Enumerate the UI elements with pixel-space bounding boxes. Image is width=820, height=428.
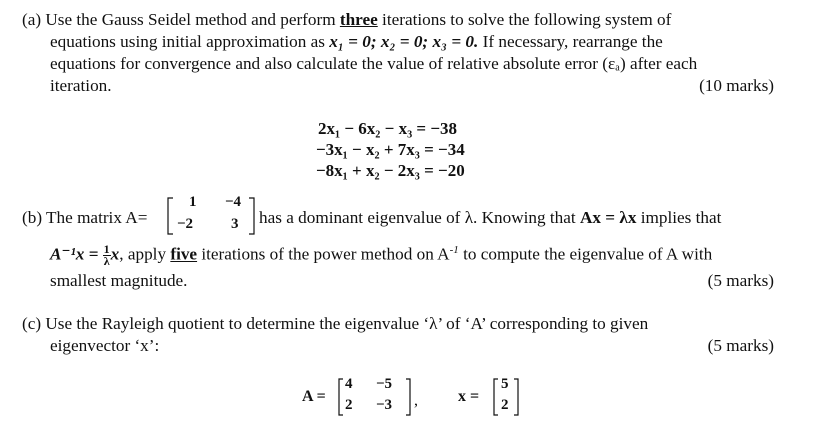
part-c-text-1: Use the Rayleigh quotient to determine the eigenvalue ‘λ’ of ‘A’ corresponding to given bbox=[45, 314, 649, 333]
part-c-label: (c) bbox=[22, 314, 42, 333]
part-b-line-1b bbox=[259, 208, 721, 228]
part-a-text-4: If necessary, rearrange the bbox=[482, 32, 663, 51]
part-b-line-2 bbox=[50, 244, 712, 267]
part-b-line-3: smallest magnitude. bbox=[50, 271, 188, 290]
part-b-inverse-eq: A⁻¹x = bbox=[50, 244, 99, 264]
fraction-denominator: λ bbox=[103, 254, 110, 269]
part-a-line-1 bbox=[22, 10, 671, 30]
equation-1: 2x₁ − 6x₂ − x₃ = −38 bbox=[318, 119, 458, 138]
part-a-line-4: iteration. bbox=[50, 76, 112, 95]
part-b-marks: (5 marks) bbox=[707, 271, 774, 290]
fraction-numerator: 1 bbox=[103, 242, 110, 257]
part-c-matrix bbox=[336, 376, 414, 418]
part-b-text-5: iterations of the power method on A bbox=[201, 244, 450, 264]
matrix-c-a22: −3 bbox=[376, 397, 393, 413]
part-c-marks: (5 marks) bbox=[707, 336, 774, 355]
part-b-text-6: to compute the eigenvalue of A with bbox=[463, 244, 713, 264]
matrix-c-label: A = bbox=[302, 388, 326, 405]
part-b-text-4: , apply bbox=[119, 244, 167, 264]
part-b-text-2: has a dominant eigenvalue of λ. Knowing that bbox=[259, 208, 576, 227]
part-a-line-2 bbox=[50, 32, 663, 52]
matrix-b-a11: 1 bbox=[189, 194, 197, 210]
matrix-c-a21: 2 bbox=[345, 397, 353, 413]
part-a-marks: (10 marks) bbox=[699, 76, 774, 95]
part-b-eigen-eq: Ax = λx bbox=[579, 208, 637, 227]
vector-x2: 2 bbox=[501, 397, 509, 413]
part-b-text-3: implies that bbox=[640, 208, 722, 227]
part-a-line-3: equations for convergence and also calculate the value of relative absolute error (εₐ) after each bbox=[50, 54, 698, 73]
matrix-b-a22: 3 bbox=[231, 216, 239, 232]
part-b-emphasis: five bbox=[170, 244, 198, 264]
matrix-c-comma: , bbox=[414, 392, 418, 409]
part-a-text-2: iterations to solve the following system of bbox=[382, 10, 672, 29]
matrix-b-a12: −4 bbox=[225, 194, 242, 210]
matrix-b-a21: −2 bbox=[177, 216, 194, 232]
vector-x1: 5 bbox=[501, 376, 509, 392]
part-c-vector bbox=[492, 376, 522, 418]
equation-2: −3x₁ − x₂ + 7x₃ = −34 bbox=[316, 140, 465, 159]
part-a-emphasis: three bbox=[339, 10, 378, 29]
part-b-line-1 bbox=[22, 208, 147, 228]
part-b-superscript: -1 bbox=[449, 244, 459, 256]
vector-label: x = bbox=[458, 388, 480, 405]
part-b-text-1: The matrix A= bbox=[46, 208, 148, 227]
part-b-x: x bbox=[110, 244, 120, 264]
part-a-label: (a) bbox=[22, 10, 42, 29]
part-b-fraction bbox=[103, 244, 111, 267]
part-b-matrix bbox=[165, 194, 257, 238]
part-b-label: (b) bbox=[22, 208, 43, 227]
part-c-line-2: eigenvector ‘x’: bbox=[50, 336, 160, 355]
part-a-initial-approx: x₁ = 0; x₂ = 0; x₃ = 0. bbox=[329, 32, 479, 51]
part-a-text-3: equations using initial approximation as bbox=[50, 32, 325, 51]
matrix-c-a12: −5 bbox=[376, 376, 393, 392]
part-c-line-1 bbox=[22, 314, 648, 334]
matrix-c-a11: 4 bbox=[345, 376, 353, 392]
equation-3: −8x₁ + x₂ − 2x₃ = −20 bbox=[316, 161, 465, 180]
part-a-text-1: Use the Gauss Seidel method and perform bbox=[45, 10, 336, 29]
